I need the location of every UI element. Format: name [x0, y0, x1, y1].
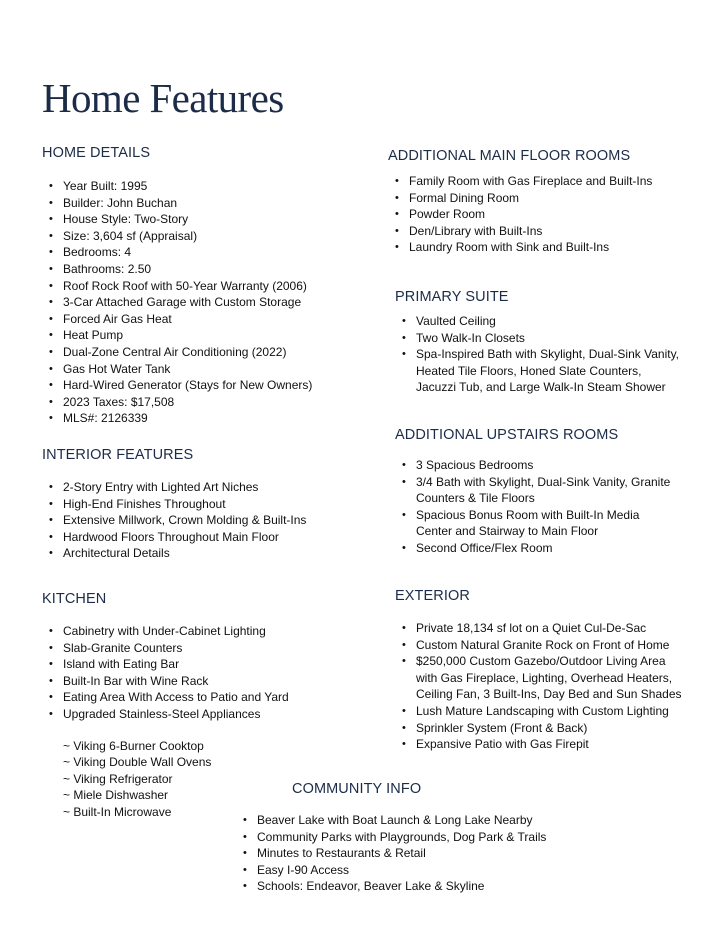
list-item: • Gas Hot Water Tank [42, 361, 312, 378]
list-item: • High-End Finishes Throughout [42, 496, 306, 513]
community-info-section [292, 780, 421, 798]
upstairs-bath-line-2: Counters & Tile Floors [416, 491, 535, 506]
appliance-item: ~ Miele Dishwasher [63, 788, 169, 803]
list-item: • Year Built: 1995 [42, 178, 312, 195]
list-item: • Vaulted Ceiling [395, 313, 679, 330]
primary-suite-section [395, 288, 679, 396]
list-item [395, 474, 670, 507]
list-item: • Beaver Lake with Boat Launch & Long Lake Nearby [236, 812, 546, 829]
community-info-heading: COMMUNITY INFO [292, 781, 422, 797]
additional-main-floor-section [388, 147, 652, 256]
list-item: • Forced Air Gas Heat [42, 311, 312, 328]
list-item: • Size: 3,604 sf (Appraisal) [42, 228, 312, 245]
kitchen-appliances-list [42, 738, 289, 821]
additional-upstairs-heading: ADDITIONAL UPSTAIRS ROOMS [395, 427, 619, 443]
additional-upstairs-section [395, 426, 670, 557]
list-item: • House Style: Two-Story [42, 211, 312, 228]
list-item [395, 653, 682, 703]
list-item: • Custom Natural Granite Rock on Front of Home [395, 637, 682, 654]
list-item: • Hard-Wired Generator (Stays for New Owners) [42, 377, 312, 394]
list-item: • Laundry Room with Sink and Built-Ins [388, 239, 652, 256]
additional-main-floor-heading: ADDITIONAL MAIN FLOOR ROOMS [388, 148, 631, 164]
list-item: • Extensive Millwork, Crown Molding & Built-Ins [42, 512, 306, 529]
gazebo-line-1: • $250,000 Custom Gazebo/Outdoor Living Area [416, 654, 666, 669]
list-item: • Cabinetry with Under-Cabinet Lighting [42, 623, 289, 640]
bath-line-2: Heated Tile Floors, Honed Slate Counters, [416, 363, 642, 378]
list-item: • Hardwood Floors Throughout Main Floor [42, 529, 306, 546]
list-item: • Bedrooms: 4 [42, 244, 312, 261]
list-item: • Community Parks with Playgrounds, Dog Park & Trails [236, 829, 546, 846]
list-item: • Dual-Zone Central Air Conditioning (2022) [42, 344, 312, 361]
kitchen-section [42, 590, 289, 821]
upstairs-bath-line-1: • 3/4 Bath with Skylight, Dual-Sink Vanity, Granite [416, 474, 671, 489]
appliance-item: ~ Built-In Microwave [63, 804, 172, 819]
list-item: • Easy I-90 Access [236, 862, 546, 879]
home-details-list [42, 178, 312, 427]
community-info-list [236, 812, 546, 895]
appliance-item: ~ Viking Refrigerator [63, 771, 173, 786]
list-item: • Powder Room [388, 206, 652, 223]
list-item: • Den/Library with Built-Ins [388, 223, 652, 240]
bath-line-3: Jacuzzi Tub, and Large Walk-In Steam Shower [416, 380, 666, 395]
list-item: • Private 18,134 sf lot on a Quiet Cul-De-Sac [395, 620, 682, 637]
exterior-list [395, 620, 682, 753]
interior-features-section [42, 446, 306, 562]
list-item: • Minutes to Restaurants & Retail [236, 845, 546, 862]
list-item: • Two Walk-In Closets [395, 330, 679, 347]
appliance-item: ~ Viking 6-Burner Cooktop [63, 738, 204, 753]
list-item: • Schools: Endeavor, Beaver Lake & Skyline [236, 878, 546, 895]
gazebo-line-2: with Gas Fireplace, Lighting, Overhead Heaters, [416, 670, 673, 685]
interior-features-heading: INTERIOR FEATURES [42, 447, 194, 463]
home-details-heading: HOME DETAILS [42, 145, 151, 161]
list-item: • Expansive Patio with Gas Firepit [395, 736, 682, 753]
list-item [395, 507, 670, 540]
list-item: • Slab-Granite Counters [42, 640, 289, 657]
list-item: • Upgraded Stainless-Steel Appliances [42, 706, 289, 723]
page-title: Home Features [42, 75, 284, 121]
additional-main-floor-list [388, 173, 652, 256]
list-item: • Eating Area With Access to Patio and Yard [42, 689, 289, 706]
list-item: • 2023 Taxes: $17,508 [42, 394, 312, 411]
exterior-section [395, 587, 682, 753]
primary-suite-heading: PRIMARY SUITE [395, 289, 509, 305]
appliance-item: ~ Viking Double Wall Ovens [63, 755, 212, 770]
primary-suite-list [395, 313, 679, 396]
list-item: • Builder: John Buchan [42, 195, 312, 212]
list-item: • Island with Eating Bar [42, 656, 289, 673]
list-item: • Architectural Details [42, 545, 306, 562]
gazebo-line-3: Ceiling Fan, 3 Built-Ins, Day Bed and Sun Shades [416, 687, 682, 702]
list-item: • 2-Story Entry with Lighted Art Niches [42, 479, 306, 496]
home-details-section [42, 144, 312, 427]
list-item [395, 346, 679, 396]
list-item: • 3-Car Attached Garage with Custom Storage [42, 294, 312, 311]
list-item: • Formal Dining Room [388, 190, 652, 207]
list-item: • 3 Spacious Bedrooms [395, 457, 670, 474]
kitchen-list [42, 623, 289, 723]
list-item: • Family Room with Gas Fireplace and Built-Ins [388, 173, 652, 190]
bonus-room-line-1: • Spacious Bonus Room with Built-In Media [416, 507, 640, 522]
list-item: • Heat Pump [42, 327, 312, 344]
list-item: • Second Office/Flex Room [395, 540, 670, 557]
list-item: • Built-In Bar with Wine Rack [42, 673, 289, 690]
interior-features-list [42, 479, 306, 562]
additional-upstairs-list [395, 457, 670, 557]
bath-line-1: • Spa-Inspired Bath with Skylight, Dual-Sink Vanity, [416, 347, 680, 362]
list-item: • Bathrooms: 2.50 [42, 261, 312, 278]
list-item: • MLS#: 2126339 [42, 410, 312, 427]
bonus-room-line-2: Center and Stairway to Main Floor [416, 524, 599, 539]
list-item: • Sprinkler System (Front & Back) [395, 720, 682, 737]
list-item: • Roof Rock Roof with 50-Year Warranty (2006) [42, 278, 312, 295]
kitchen-heading: KITCHEN [42, 591, 107, 607]
list-item: • Lush Mature Landscaping with Custom Lighting [395, 703, 682, 720]
exterior-heading: EXTERIOR [395, 588, 470, 604]
